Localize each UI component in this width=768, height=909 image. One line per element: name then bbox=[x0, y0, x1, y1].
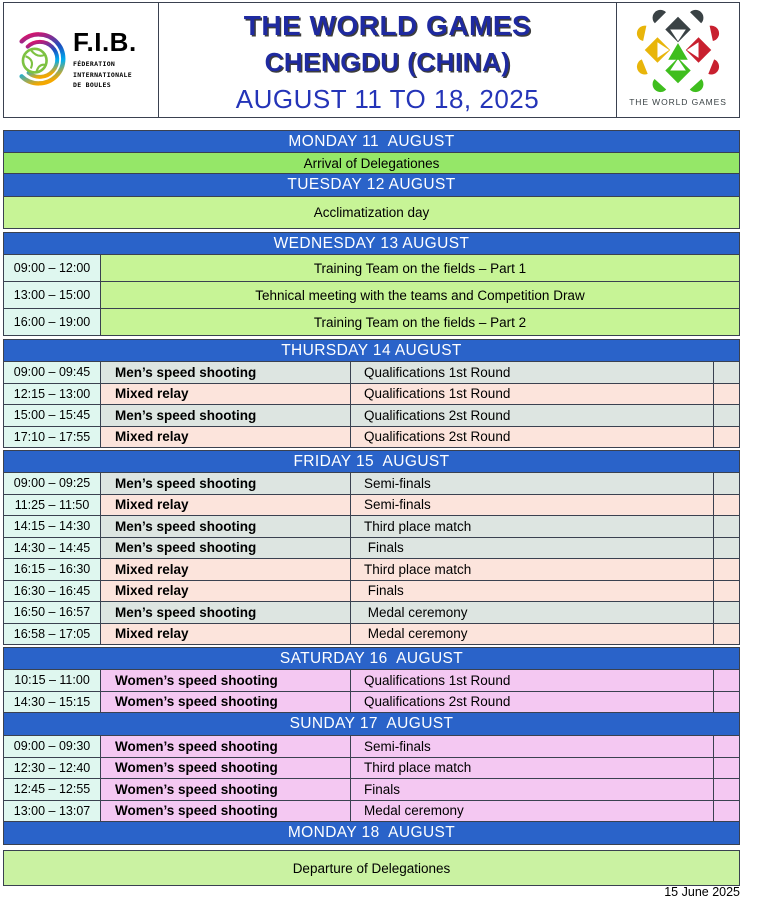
spare-cell bbox=[714, 495, 739, 516]
spare-cell bbox=[714, 559, 739, 580]
spare-cell bbox=[714, 779, 739, 800]
schedule-row bbox=[3, 736, 740, 758]
time-cell: 09:00 – 09:45 bbox=[4, 362, 101, 383]
event-cell: Men’s speed shooting bbox=[101, 473, 351, 494]
event-cell: Mixed relay bbox=[101, 559, 351, 580]
schedule-row bbox=[3, 282, 740, 309]
schedule-row bbox=[3, 197, 740, 229]
schedule-row bbox=[3, 427, 740, 449]
schedule-row bbox=[3, 559, 740, 581]
event-title: THE WORLD GAMES bbox=[243, 10, 532, 41]
time-cell: 12:45 – 12:55 bbox=[4, 779, 101, 800]
fib-acronym: F.I.B. bbox=[73, 27, 137, 58]
schedule-row bbox=[3, 473, 740, 495]
spare-cell bbox=[714, 758, 739, 779]
time-cell: 16:15 – 16:30 bbox=[4, 559, 101, 580]
day-header: MONDAY 18 AUGUST bbox=[3, 822, 740, 845]
world-games-logo-icon bbox=[634, 3, 722, 95]
event-dates: AUGUST 11 TO 18, 2025 bbox=[235, 84, 540, 114]
event-cell: Mixed relay bbox=[101, 384, 351, 405]
spare-cell bbox=[714, 362, 739, 383]
time-cell: 09:00 – 12:00 bbox=[4, 255, 101, 281]
round-cell: Third place match bbox=[351, 758, 714, 779]
time-cell: 17:10 – 17:55 bbox=[4, 427, 101, 448]
twg-logo-box bbox=[617, 3, 739, 117]
spare-cell bbox=[714, 602, 739, 623]
event-cell: Mixed relay bbox=[101, 427, 351, 448]
round-cell: Finals bbox=[351, 581, 714, 602]
spare-cell bbox=[714, 538, 739, 559]
schedule-row bbox=[3, 309, 740, 336]
day-header: FRIDAY 15 AUGUST bbox=[3, 450, 740, 473]
round-cell: Qualifications 2st Round bbox=[351, 692, 714, 713]
schedule-row bbox=[3, 801, 740, 823]
spare-cell bbox=[714, 670, 739, 691]
event-cell: Men’s speed shooting bbox=[101, 405, 351, 426]
time-cell: 09:00 – 09:30 bbox=[4, 736, 101, 757]
fib-caption-line: INTERNATIONALE bbox=[73, 70, 132, 79]
round-cell: Finals bbox=[351, 779, 714, 800]
spare-cell bbox=[714, 384, 739, 405]
schedule-row bbox=[3, 624, 740, 646]
schedule-row bbox=[3, 692, 740, 714]
time-cell: 12:15 – 13:00 bbox=[4, 384, 101, 405]
fib-logo-box bbox=[4, 3, 159, 117]
round-cell: Semi-finals bbox=[351, 495, 714, 516]
schedule-row bbox=[3, 255, 740, 282]
time-cell: 14:15 – 14:30 bbox=[4, 516, 101, 537]
spare-cell bbox=[714, 801, 739, 822]
round-cell: Qualifications 1st Round bbox=[351, 670, 714, 691]
event-cell: Mixed relay bbox=[101, 581, 351, 602]
fib-caption bbox=[73, 59, 137, 90]
schedule-row bbox=[3, 153, 740, 174]
round-cell: Finals bbox=[351, 538, 714, 559]
event-cell: Men’s speed shooting bbox=[101, 516, 351, 537]
day-header: THURSDAY 14 AUGUST bbox=[3, 339, 740, 362]
spare-cell bbox=[714, 581, 739, 602]
fib-caption-line: FÉDERATION bbox=[73, 60, 116, 69]
schedule-row bbox=[3, 670, 740, 692]
event-cell: Women’s speed shooting bbox=[101, 801, 351, 822]
round-cell: Medal ceremony bbox=[351, 624, 714, 645]
day-header: WEDNESDAY 13 AUGUST bbox=[3, 232, 740, 255]
time-cell: 16:30 – 16:45 bbox=[4, 581, 101, 602]
day-header: SUNDAY 17 AUGUST bbox=[3, 713, 740, 736]
twg-caption: THE WORLD GAMES bbox=[629, 97, 727, 107]
schedule-row bbox=[3, 495, 740, 517]
round-cell: Third place match bbox=[351, 516, 714, 537]
event-cell: Women’s speed shooting bbox=[101, 736, 351, 757]
footer-date: 15 June 2025 bbox=[664, 885, 740, 899]
round-cell: Semi-finals bbox=[351, 736, 714, 757]
event-cell: Women’s speed shooting bbox=[101, 779, 351, 800]
event-cell: Mixed relay bbox=[101, 624, 351, 645]
spare-cell bbox=[714, 736, 739, 757]
schedule-row bbox=[3, 538, 740, 560]
full-cell: Acclimatization day bbox=[4, 197, 739, 228]
time-cell: 14:30 – 15:15 bbox=[4, 692, 101, 713]
time-cell: 09:00 – 09:25 bbox=[4, 473, 101, 494]
round-cell: Qualifications 1st Round bbox=[351, 384, 714, 405]
schedule-row bbox=[3, 850, 740, 886]
event-cell: Men’s speed shooting bbox=[101, 538, 351, 559]
schedule-row bbox=[3, 384, 740, 406]
day-header: SATURDAY 16 AUGUST bbox=[3, 647, 740, 670]
event-cell: Men’s speed shooting bbox=[101, 362, 351, 383]
spare-cell bbox=[714, 405, 739, 426]
schedule-row bbox=[3, 581, 740, 603]
spare-cell bbox=[714, 473, 739, 494]
full-cell: Arrival of Delegationes bbox=[4, 153, 739, 173]
round-cell: Medal ceremony bbox=[351, 602, 714, 623]
schedule-row bbox=[3, 758, 740, 780]
event-cell: Men’s speed shooting bbox=[101, 602, 351, 623]
schedule-row bbox=[3, 516, 740, 538]
time-cell: 16:00 – 19:00 bbox=[4, 309, 101, 335]
time-cell: 16:50 – 16:57 bbox=[4, 602, 101, 623]
spare-cell bbox=[714, 692, 739, 713]
full-cell: Tehnical meeting with the teams and Competition Draw bbox=[101, 282, 739, 308]
title-box bbox=[159, 3, 617, 117]
full-cell: Training Team on the fields – Part 1 bbox=[101, 255, 739, 281]
full-cell: Departure of Delegationes bbox=[4, 851, 739, 885]
event-cell: Women’s speed shooting bbox=[101, 758, 351, 779]
round-cell: Medal ceremony bbox=[351, 801, 714, 822]
spare-cell bbox=[714, 427, 739, 448]
fib-logo-icon bbox=[12, 30, 68, 91]
schedule-row bbox=[3, 779, 740, 801]
fib-caption-line: DE BOULES bbox=[73, 81, 111, 90]
fib-text-block bbox=[73, 29, 137, 90]
event-cell: Women’s speed shooting bbox=[101, 692, 351, 713]
time-cell: 13:00 – 13:07 bbox=[4, 801, 101, 822]
time-cell: 16:58 – 17:05 bbox=[4, 624, 101, 645]
day-header: MONDAY 11 AUGUST bbox=[3, 130, 740, 153]
spare-cell bbox=[714, 516, 739, 537]
time-cell: 10:15 – 11:00 bbox=[4, 670, 101, 691]
round-cell: Semi-finals bbox=[351, 473, 714, 494]
time-cell: 11:25 – 11:50 bbox=[4, 495, 101, 516]
time-cell: 15:00 – 15:45 bbox=[4, 405, 101, 426]
schedule-row bbox=[3, 602, 740, 624]
time-cell: 13:00 – 15:00 bbox=[4, 282, 101, 308]
round-cell: Qualifications 1st Round bbox=[351, 362, 714, 383]
event-cell: Women’s speed shooting bbox=[101, 670, 351, 691]
spare-cell bbox=[714, 624, 739, 645]
round-cell: Qualifications 2st Round bbox=[351, 427, 714, 448]
schedule-row bbox=[3, 362, 740, 384]
day-header: TUESDAY 12 AUGUST bbox=[3, 174, 740, 197]
round-cell: Qualifications 2st Round bbox=[351, 405, 714, 426]
schedule-table bbox=[3, 130, 740, 886]
schedule-row bbox=[3, 405, 740, 427]
event-location: CHENGDU (CHINA) bbox=[264, 47, 511, 77]
time-cell: 14:30 – 14:45 bbox=[4, 538, 101, 559]
time-cell: 12:30 – 12:40 bbox=[4, 758, 101, 779]
round-cell: Third place match bbox=[351, 559, 714, 580]
page-header bbox=[3, 2, 740, 118]
event-cell: Mixed relay bbox=[101, 495, 351, 516]
full-cell: Training Team on the fields – Part 2 bbox=[101, 309, 739, 335]
